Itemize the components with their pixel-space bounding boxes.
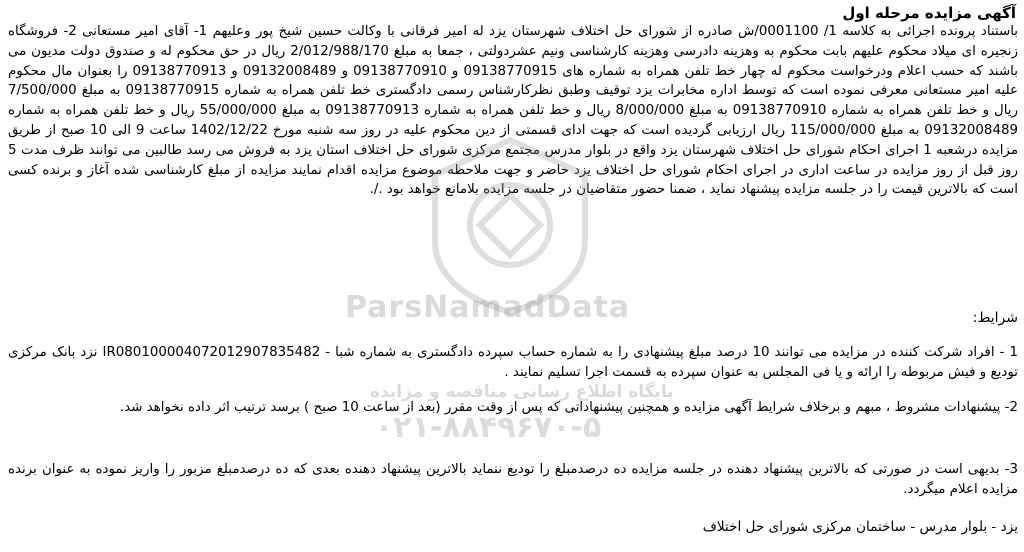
notice-body: باستناد پرونده اجرائی به کلاسه 1/ 0001100/ش صادره از شورای حل اختلاف شهرستان یزد له امیر فرقانی با وکالت حسین شیخ پور وعلیهم 1- آقای امیر مستعانی 2- فروشگاه زنجیره ای میلاد محکوم علیهم بابت محکوم به وهزینه دادرسی وهزینه کارشناسی ونیم عشردولتی ، جمعا به مبلغ 2/012/988/170 ریال در حق محکوم له و صندوق دولت مدیون می باشند که حسب اعلام ودرخواست محکوم له چهار خط تلفن همراه به شماره های 09138770915 و 09138770910 و 09132008489 و 09138770913 را بعنوان مال محکوم علیه امیر مستعانی معرفی نموده است که توسط اداره مخابرات یزد توقیف وطبق نظرکارشناس رسمی دادگستری خط تلفن همراه به شماره 09138770915 به مبلغ 7/500/000 ریال و خط تلفن همراه به شماره 09138770910 به مبلغ 8/000/000 ریال و خط تلفن همراه به شماره 09138770913 به مبلغ 55/000/000 ریال و خط تلفن همراه به شماره 09132008489 به مبلغ 115/000/000 ریال ارزیابی گردیده است که جهت ادای قسمتی از دین محکوم علیه در روز سه شنبه مورخ 1402/12/22 ساعت 9 الی 10 صبح از طریق مزایده درشعبه 1 اجرای احکام شورای حل اختلاف شهرستان یزد واقع در بلوار مدرس مجتمع مرکزی شورای حل اختلاف استان یزد به فروش می رسد طالبین می توانند ظرف مدت 5 روز قبل از روز مزایده در ساعت اداری در اجرای احکام شورای حل اختلاف یزد حاضر و جهت ملاحظه موضوع مزایده اقدام نمایند مزایده از مبلغ کارشناسی شده آغاز و برنده کسی است که بالاترین قیمت را در جلسه مزایده پیشنهاد نماید ، ضمنا حضور متقاضیان در جلسه مزایده بلامانع خواهد بود ./. bbox=[8, 24, 1019, 198]
condition-item: 2- پیشنهادات مشروط ، مبهم و برخلاف شرایط آگهی مزایده و همچنین پیشنهاداتی که پس از وقت مقرر (بعد از ساعت 10 صبح ) برسد ترتیب اثر داده نخواهد شد. bbox=[119, 400, 1018, 415]
condition-item: 1 - افراد شرکت کننده در مزایده می توانند 10 درصد مبلغ پیشنهادی را به شماره حساب سپرده دادگستری به شماره شبا - IR080100004072012907835482 نزد بانک مرکزی تودیع و فیش مربوطه را ارائه و یا فی المجلس به عنوان سپرده به قسمت اجرا تسلیم نمایند . bbox=[8, 345, 1018, 380]
watermark-brand: ParsNamadData bbox=[345, 290, 631, 325]
notice-title: آگهی مزایده مرحله اول bbox=[842, 4, 1016, 22]
address-footer: یزد - بلوار مدرس - ساختمان مرکزی شورای حل اختلاف bbox=[702, 519, 1018, 535]
watermark-phone: ۰۲۱-۸۸۴۹۶۷۰-۵ bbox=[375, 410, 602, 445]
condition-item: 3- بدیهی است در صورتی که بالاترین پیشنهاد دهنده در جلسه مزایده ده درصدمبلغ را تودیع ننماید بالاترین پیشنهاد دهنده بعدی که ده درصدمبلغ مزبور را واریز نموده به عنوان برنده مزایده اعلام میگردد. bbox=[8, 462, 1018, 497]
watermark-subtitle: پایگاه اطلاع رسانی مناقصه و مزایده bbox=[370, 382, 674, 402]
conditions-heading: شرایط: bbox=[972, 310, 1018, 326]
